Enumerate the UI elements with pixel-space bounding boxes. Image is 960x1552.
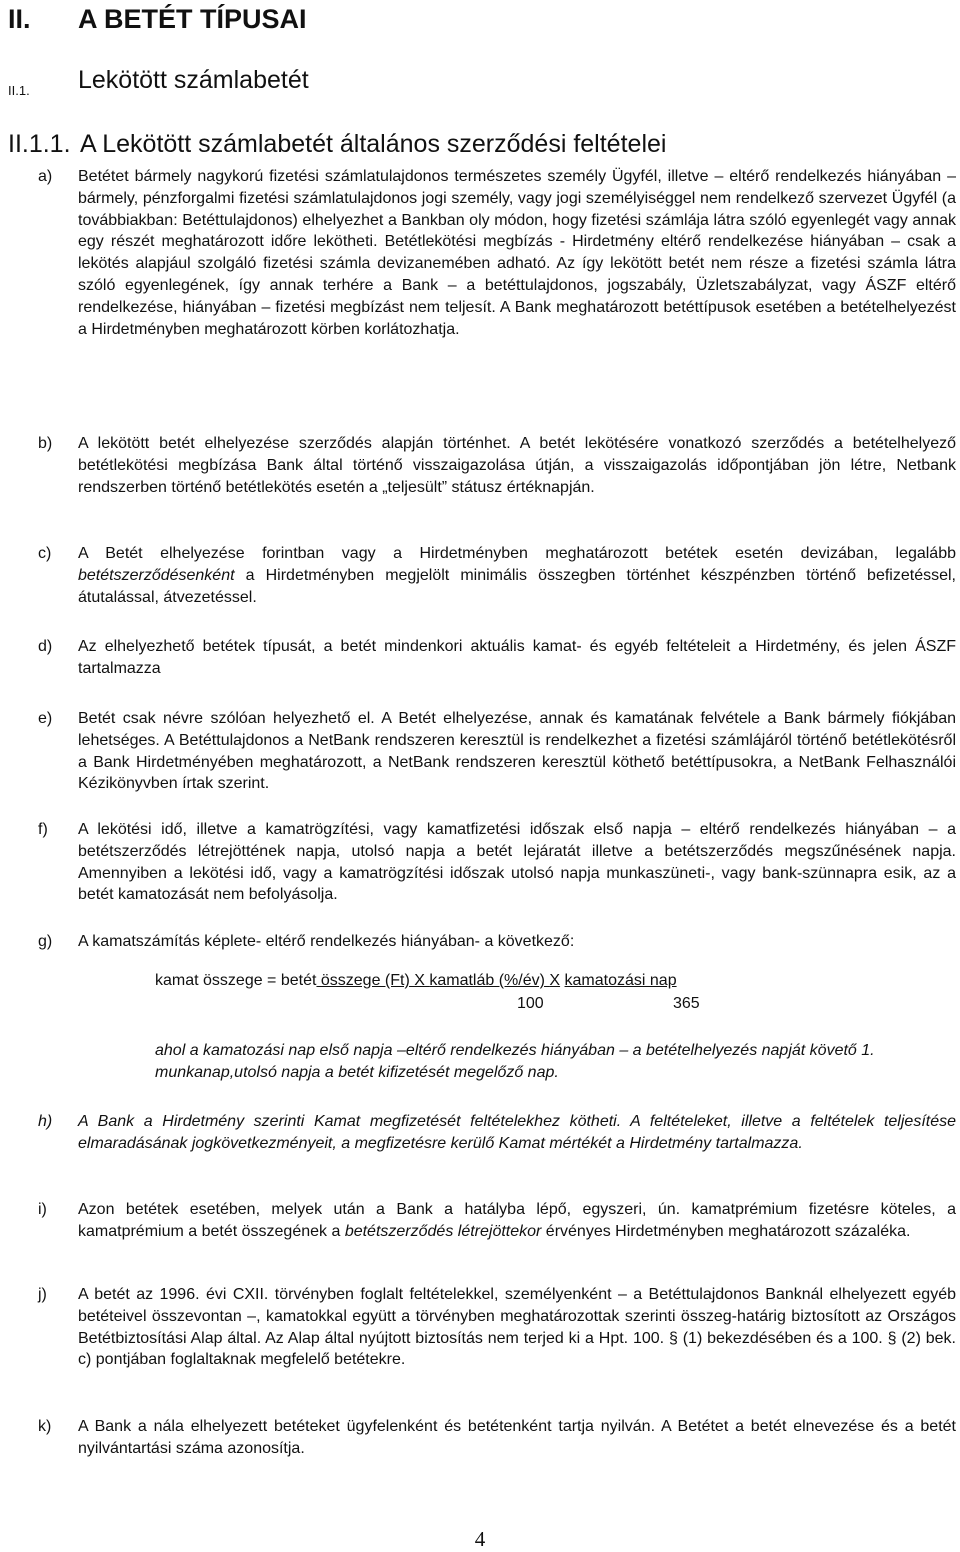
formula-prefix: kamat összege = betét [155,972,317,989]
list-item-text: A betét az 1996. évi CXII. törvényben foglalt feltételekkel, személyenként – a Betéttulajdonos Banknál elhelyezett egyéb betéteivel összevontan –, kamatokkal együtt a törvényben meghatározottak szerinti összeg-határig biztosított az Országos Betétbiztosítási Alap által. Az Alap által nyújtott biztosítás nem terjed ki a Hpt. 100. § (1) bekezdésében és a 100. § (2) bek. c) pontjában foglaltaknak megfelelő betétekre. [78,1286,956,1369]
list-item-text [78,543,956,608]
list-item-label: b) [38,435,53,452]
page-number: 4 [474,1527,486,1551]
formula-note: ahol a kamatozási nap első napja –eltérő rendelkezés hiányában – a betételhelyezés napját követő 1. munkanap,utolsó napja a betét kifizetését megelőző nap. [155,1042,875,1081]
interest-formula [155,972,677,990]
formula-term-amount: összege (Ft) X [316,972,430,989]
heading-level3 [8,130,667,159]
formula-times: X [549,972,561,989]
heading-level1 [8,4,307,35]
list-item-text: A Bank a nála elhelyezett betéteket ügyfelenként és betétenként tartja nyilván. A Betétet a betét elnevezése és a betét nyilvántartási száma azonosítja. [78,1418,956,1457]
list-item-d [38,636,956,680]
list-item-label: g) [38,933,53,950]
list-item-text-part: Azon betétek esetében, melyek után a Bank a hatályba lépő, egyszeri, ún. kamatprémium fizetésre köteles, a kamatprémium a betét összegének a [78,1201,956,1240]
list-item-label: a) [38,168,53,185]
list-item-g [38,931,956,953]
formula-denominator-365: 365 [673,995,700,1012]
list-item-c [38,543,956,608]
list-item-label: j) [38,1286,47,1303]
list-item-a [38,166,956,340]
list-item-j [38,1284,956,1371]
list-item-b [38,433,956,498]
list-item-label: d) [38,638,53,655]
list-item-text: Betétet bármely nagykorú fizetési számlatulajdonos természetes személy Ügyfél, illetve – eltérő rendelkezés hiányában – bármely, pénzforgalmi fizetési számlatulajdonos jogi személy, vagy jogi személyiséggel nem rendelkező szervezet Ügyfél (a továbbiakban: Betéttulajdonos) elhelyezhet a Bankban oly módon, hogy fizetési számlája látra szóló egyenlegét vagy annak egy részét meghatározott időre lekötheti. Betétlekötési megbízás - Hirdetmény eltérő rendelkezése hiányában – csak a lekötés alapjául szolgáló fizetési számla devizanemében adható. Az így lekötött betét nem része a fizetési számla látra szóló egyenlegének, így annak terhére a Bank – a betéttulajdonos, jogszabály, Üzletszabályzat, vagy ÁSZF eltérő rendelkezése, hiányában – fizetési megbízást nem teljesít. A Bank meghatározott betéttípusok esetében a betételhelyezést a Hirdetményben meghatározott körben korlátozhatja. [78,168,956,338]
list-item-e [38,708,956,795]
list-item-text: A lekötési idő, illetve a kamatrögzítési, vagy kamatfizetési időszak első napja – eltérő rendelkezés hiányában – a betétszerződés létrejöttének napja, utolsó napja a betét lejáratát illetve a betétszerződés megszűnésének napja. Amennyiben a lekötési idő, vagy a kamatrögzítési időszak utolsó napja munkaszüneti-, vagy bank-szünnapra esik, az a betét kamatozását nem befolyásolja. [78,821,956,904]
list-item-f [38,819,956,906]
heading-level2-number: II.1. [8,83,30,98]
list-item-label: e) [38,710,53,727]
list-item-label: i) [38,1201,47,1218]
list-item-label: f) [38,821,48,838]
formula-term-days: kamatozási nap [564,972,677,989]
list-item-label: c) [38,545,52,562]
formula-term-rate: kamatláb (%/év) [429,972,550,989]
list-item-text-part: érvényes Hirdetményben meghatározott százaléka. [541,1222,911,1240]
heading-level2-title: Lekötött számlabetét [78,66,309,94]
heading-level3-title: A Lekötött számlabetét általános szerződési feltételei [80,130,667,158]
list-item-text: Betét csak névre szólóan helyezhető el. A Betét elhelyezése, annak és kamatának felvétele a Bank bármely fiókjában lehetséges. A Betéttulajdonos a NetBank rendszeren keresztül is rendelkezhet a fizetési számlájáról történő betétlekötésről a Bank Hirdetményében meghatározott, a NetBank rendszeren keresztül köthető betéttípusokra, a NetBank Felhasználói Kézikönyvben írtak szerint. [78,710,956,793]
list-item-i [38,1199,956,1243]
list-item-italic-term: betétszerződés létrejöttekor [344,1222,542,1240]
heading-level1-title: A BETÉT TÍPUSAI [78,4,307,34]
list-item-h [38,1111,956,1155]
list-item-k [38,1416,956,1460]
heading-level1-number: II. [8,4,31,34]
list-item-text-part: a Hirdetményben megjelölt minimális összegben történhet készpénzben történő befizetéssel, átutalással, átvezetéssel. [78,566,956,606]
list-item-text [78,1199,956,1243]
list-item-text-part: A Betét elhelyezése forintban vagy a Hirdetményben meghatározott betétek esetén devizában, legalább [78,545,956,562]
list-item-label: k) [38,1418,52,1435]
list-item-italic-term: betétszerződésenként [78,566,235,584]
list-item-label: h) [38,1113,53,1130]
list-item-text: Az elhelyezhető betétek típusát, a betét mindenkori aktuális kamat- és egyéb feltételeit a Hirdetmény, és jelen ÁSZF tartalmazza [78,638,956,677]
list-item-text: A lekötött betét elhelyezése szerződés alapján történhet. A betét lekötésére vonatkozó szerződés a betételhelyező betétlekötési megbízása Bank által történő visszaigazolása útján, a visszaigazolás időpontjában jön létre, Netbank rendszerben történő betétlekötés esetén a „teljesült” státusz értéknapján. [78,435,956,496]
list-item-text: A kamatszámítás képlete- eltérő rendelkezés hiányában- a következő: [78,933,575,950]
heading-level3-number: II.1.1. [8,130,71,158]
formula-denominator-100: 100 [517,995,544,1012]
list-item-text: A Bank a Hirdetmény szerinti Kamat megfizetését feltételekhez kötheti. A feltételeket, illetve a feltételek teljesítése elmaradásának jogkövetkezményeit, a megfizetésre kerülő Kamat mértékét a Hirdetmény tartalmazza. [78,1113,956,1152]
